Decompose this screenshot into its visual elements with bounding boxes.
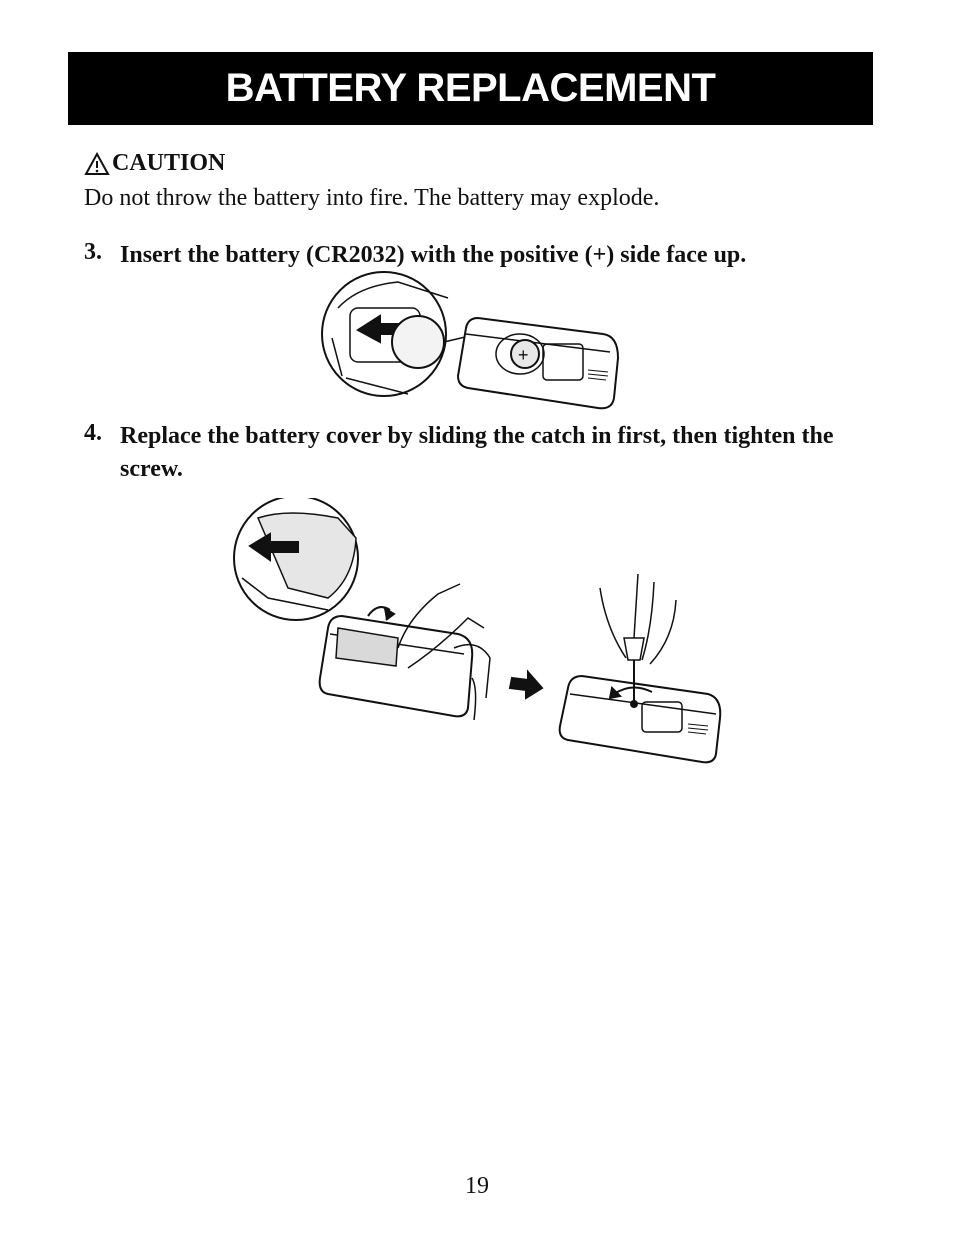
cover-replace-illustration: [228, 498, 728, 768]
caution-label: CAUTION: [112, 150, 226, 176]
page-number: 19: [465, 1173, 489, 1199]
step-text: Insert the battery (CR2032) with the positive (+) side face up.: [120, 242, 747, 268]
remote-with-hand: [320, 584, 490, 720]
remote-with-screwdriver: [560, 574, 721, 762]
caution-text: Do not throw the battery into fire. The battery may explode.: [84, 185, 660, 211]
step-number: 3.: [84, 239, 102, 265]
battery-insert-illustration: [318, 268, 628, 418]
remote-body: [458, 318, 618, 408]
warning-triangle-icon: [84, 152, 110, 176]
right-arrow-icon: [510, 672, 542, 698]
caution-heading: [84, 150, 225, 177]
step-4: [84, 420, 844, 486]
battery-positive-symbol: +: [518, 345, 529, 365]
step-number: 4.: [84, 420, 102, 446]
step-text: Replace the battery cover by sliding the catch in first, then tighten the screw.: [120, 423, 834, 482]
page-title: BATTERY REPLACEMENT: [225, 66, 716, 110]
coin-battery: [392, 316, 444, 368]
header-banner: [68, 52, 873, 125]
